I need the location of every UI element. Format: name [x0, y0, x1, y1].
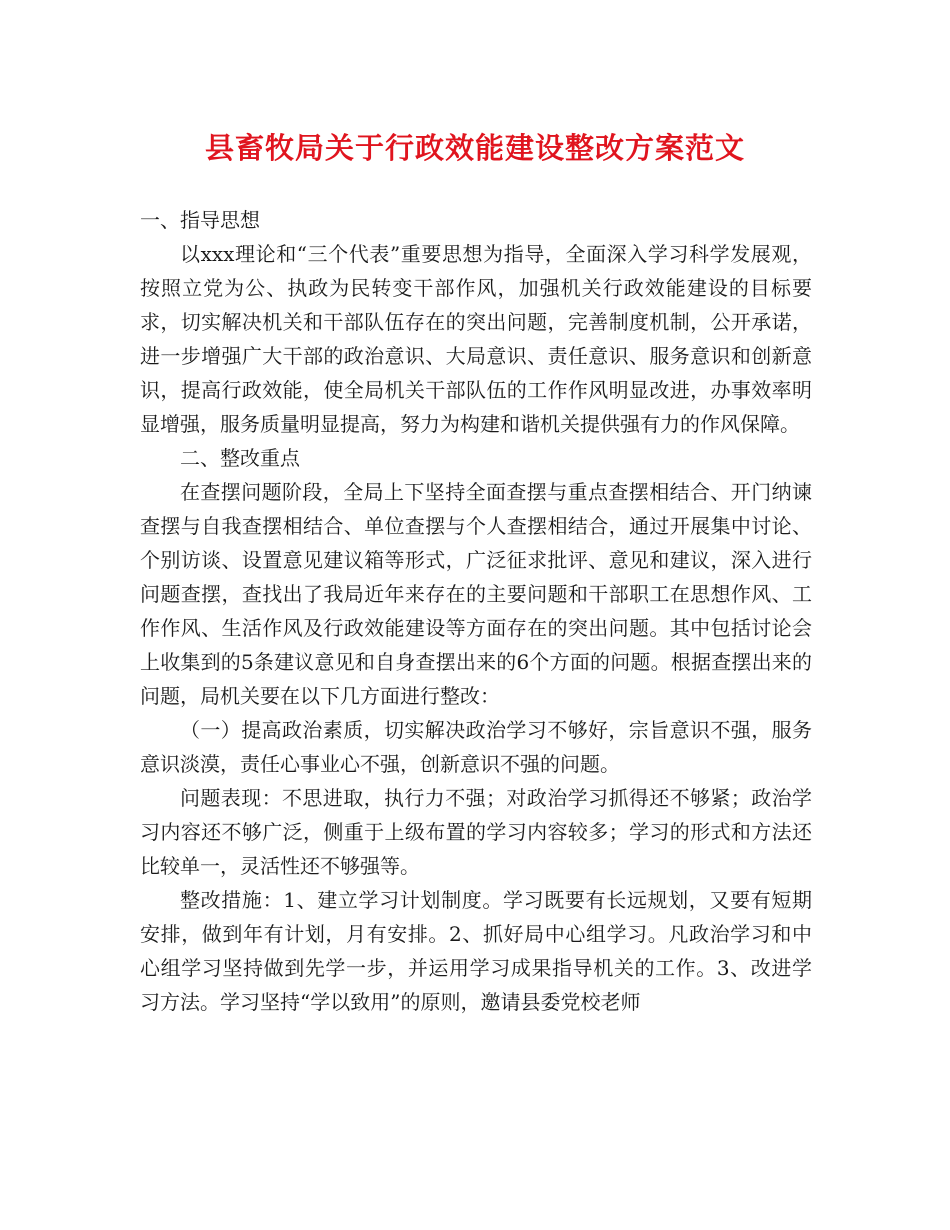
- subsection-heading-political-quality: （一）提高政治素质，切实解决政治学习不够好，宗旨意识不强，服务意识淡漠，责任心事业心不强，创新意识不强的问题。: [140, 718, 812, 776]
- paragraph-problem-review: 在查摆问题阶段，全局上下坚持全面查摆与重点查摆相结合、开门纳谏查摆与自我查摆相结合、单位查摆与个人查摆相结合，通过开展集中讨论、个别访谈、设置意见建议箱等形式，广泛征求批评、意见和建议，深入进行问题查摆，查找出了我局近年来存在的主要问题和干部职工在思想作风、工作作风、生活作风及行政效能建设等方面存在的突出问题。其中包括讨论会上收集到的5条建议意见和自身查摆出来的6个方面的问题。根据查摆出来的问题，局机关要在以下几方面进行整改：: [140, 480, 812, 708]
- document-title: 县畜牧局关于行政效能建设整改方案范文: [204, 131, 745, 165]
- paragraph-guiding-ideology: 以xxx理论和“三个代表”重要思想为指导，全面深入学习科学发展观，按照立党为公、执政为民转变干部作风，加强机关行政效能建设的目标要求，切实解决机关和干部队伍存在的突出问题，完善制度机制，公开承诺，进一步增强广大干部的政治意识、大局意识、责任意识、服务意识和创新意识，提高行政效能，使全局机关干部队伍的工作作风明显改进，办事效率明显增强，服务质量明显提高，努力为构建和谐机关提供强有力的作风保障。: [140, 242, 812, 436]
- section-heading-rectification-focus: 二、整改重点: [180, 446, 300, 470]
- section-heading-guiding-ideology: 一、指导思想: [140, 208, 260, 232]
- document-body: [140, 203, 812, 1019]
- paragraph-problem-manifestation: 问题表现：不思进取，执行力不强；对政治学习抓得还不够紧；政治学习内容还不够广泛，侧重于上级布置的学习内容较多；学习的形式和方法还比较单一，灵活性还不够强等。: [140, 786, 812, 878]
- paragraph-rectification-measures: 整改措施：1、建立学习计划制度。学习既要有长远规划，又要有短期安排，做到年有计划，月有安排。2、抓好局中心组学习。凡政治学习和中心组学习坚持做到先学一步，并运用学习成果指导机关的工作。3、改进学习方法。学习坚持“学以致用”的原则，邀请县委党校老师: [140, 888, 812, 1014]
